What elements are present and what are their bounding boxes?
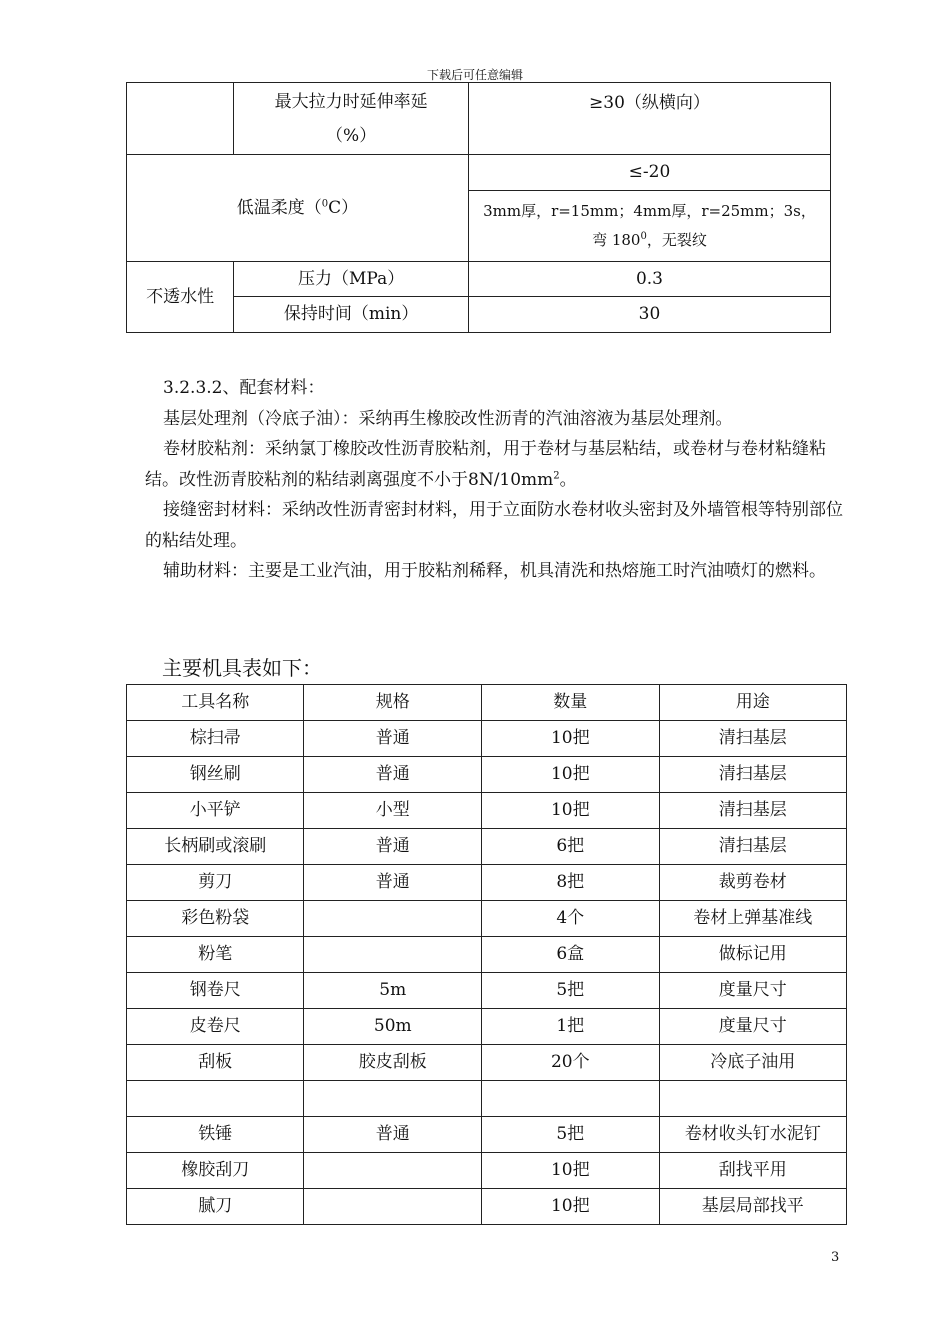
tool-qty: 5把 <box>482 973 660 1009</box>
tool-use: 清扫基层 <box>659 793 846 829</box>
tool-use: 清扫基层 <box>659 721 846 757</box>
table-row <box>127 757 847 793</box>
page-number: 3 <box>831 1250 840 1265</box>
tool-qty: 1把 <box>482 1009 660 1045</box>
tool-spec: 普通 <box>304 829 482 865</box>
tool-name: 彩色粉袋 <box>127 901 304 937</box>
tool-spec: 50m <box>304 1009 482 1045</box>
tool-use: 度量尺寸 <box>659 1009 846 1045</box>
paragraph-sealant: 接缝密封材料：采纳改性沥青密封材料，用于立面防水卷材收头密封及外墙管根等特别部位的粘结处理。 <box>145 500 843 551</box>
tool-use: 冷底子油用 <box>659 1045 846 1081</box>
table-row <box>127 1153 847 1189</box>
tool-use: 刮找平用 <box>659 1153 846 1189</box>
tool-name: 腻刀 <box>127 1189 304 1225</box>
tool-qty: 4个 <box>482 901 660 937</box>
low-temp-label-sup: 0 <box>321 198 329 210</box>
tool-spec <box>304 1189 482 1225</box>
table-row <box>127 1009 847 1045</box>
table-row <box>127 1081 847 1117</box>
tool-spec <box>304 1153 482 1189</box>
table-row <box>127 829 847 865</box>
tool-name: 粉笔 <box>127 937 304 973</box>
tool-spec: 普通 <box>304 757 482 793</box>
low-temp-condition <box>468 191 830 262</box>
tool-qty: 20个 <box>482 1045 660 1081</box>
impermeable-label: 不透水性 <box>127 262 234 333</box>
tool-qty: 10把 <box>482 721 660 757</box>
tool-use: 基层局部找平 <box>659 1189 846 1225</box>
tool-spec <box>304 1081 482 1117</box>
tool-qty <box>482 1081 660 1117</box>
header-note: 下载后可任意编辑 <box>426 68 523 82</box>
tool-spec: 普通 <box>304 1117 482 1153</box>
tool-qty: 5把 <box>482 1117 660 1153</box>
low-temp-label-pre: 低温柔度（ <box>236 197 322 218</box>
tool-use: 卷材收头钉水泥钉 <box>659 1117 846 1153</box>
tools-header-spec: 规格 <box>304 685 482 721</box>
low-temp-value: ≤-20 <box>468 155 830 191</box>
paragraph-auxiliary: 辅助材料：主要是工业汽油，用于胶粘剂稀释，机具清洗和热熔施工时汽油喷灯的燃料。 <box>163 561 826 581</box>
tool-use: 卷材上弹基准线 <box>659 901 846 937</box>
tool-use: 清扫基层 <box>659 757 846 793</box>
paragraph-adhesive-sup: 2 <box>553 469 560 481</box>
hold-time-value: 30 <box>468 297 830 333</box>
tool-name: 小平铲 <box>127 793 304 829</box>
tool-name <box>127 1081 304 1117</box>
tool-name: 刮板 <box>127 1045 304 1081</box>
table-row <box>127 937 847 973</box>
tools-header-row <box>127 685 847 721</box>
elongation-label <box>234 83 469 155</box>
paragraph-adhesive-text: 卷材胶粘剂：采纳氯丁橡胶改性沥青胶粘剂，用于卷材与基层粘结，或卷材与卷材粘缝粘结。改性沥青胶粘剂的粘结剥离强度不小于8N/10mm <box>145 439 826 490</box>
tool-spec: 胶皮刮板 <box>304 1045 482 1081</box>
tool-name: 钢卷尺 <box>127 973 304 1009</box>
table-row <box>127 793 847 829</box>
low-temp-cond-line2 <box>592 231 707 249</box>
tool-qty: 10把 <box>482 757 660 793</box>
low-temp-cond-line2-post: ，无裂纹 <box>646 231 707 249</box>
tool-name: 橡胶刮刀 <box>127 1153 304 1189</box>
tool-name: 剪刀 <box>127 865 304 901</box>
tool-spec: 5m <box>304 973 482 1009</box>
tool-spec: 普通 <box>304 721 482 757</box>
tool-qty: 6盒 <box>482 937 660 973</box>
tool-spec <box>304 937 482 973</box>
spec-empty-cell <box>127 83 234 155</box>
tool-spec: 普通 <box>304 865 482 901</box>
section-heading: 3.2.3.2、配套材料： <box>163 378 325 398</box>
table-row <box>127 1189 847 1225</box>
tool-qty: 10把 <box>482 793 660 829</box>
tool-use: 度量尺寸 <box>659 973 846 1009</box>
low-temp-cond-line1: 3mm厚，r=15mm；4mm厚，r=25mm；3s， <box>483 202 816 220</box>
spec-table <box>126 82 831 333</box>
table-row <box>127 901 847 937</box>
table-row <box>127 1045 847 1081</box>
paragraph-primer: 基层处理剂（冷底子油）：采纳再生橡胶改性沥青的汽油溶液为基层处理剂。 <box>163 408 733 429</box>
tool-use <box>659 1081 846 1117</box>
table-row <box>127 865 847 901</box>
tool-use: 裁剪卷材 <box>659 865 846 901</box>
pressure-value: 0.3 <box>468 262 830 297</box>
low-temp-cond-line2-pre: 弯 180 <box>592 231 641 249</box>
tools-header-qty: 数量 <box>482 685 660 721</box>
tool-qty: 6把 <box>482 829 660 865</box>
table-row <box>127 1117 847 1153</box>
paragraph-adhesive <box>145 434 845 495</box>
tools-header-use: 用途 <box>659 685 846 721</box>
tools-header-name: 工具名称 <box>127 685 304 721</box>
elongation-value: ≥30（纵横向） <box>468 83 830 155</box>
tools-title: 主要机具表如下： <box>162 656 322 680</box>
tool-use: 做标记用 <box>659 937 846 973</box>
tool-name: 铁锤 <box>127 1117 304 1153</box>
table-row <box>127 973 847 1009</box>
elongation-label-line2: （%） <box>326 125 377 146</box>
elongation-label-line1: 最大拉力时延伸率延 <box>274 91 428 112</box>
pressure-label: 压力（MPa） <box>234 262 469 297</box>
hold-time-label: 保持时间（min） <box>234 297 469 333</box>
body-text <box>145 373 845 587</box>
low-temp-cond-line2-sup: 0 <box>640 231 647 242</box>
tool-use: 清扫基层 <box>659 829 846 865</box>
low-temp-label-post: C） <box>328 197 359 218</box>
tool-qty: 10把 <box>482 1153 660 1189</box>
table-row <box>127 721 847 757</box>
tool-name: 钢丝刷 <box>127 757 304 793</box>
tool-qty: 10把 <box>482 1189 660 1225</box>
paragraph-adhesive-end: 。 <box>559 469 577 490</box>
tool-name: 皮卷尺 <box>127 1009 304 1045</box>
tool-name: 长柄刷或滚刷 <box>127 829 304 865</box>
low-temp-label <box>127 155 469 262</box>
tool-name: 棕扫帚 <box>127 721 304 757</box>
tool-spec <box>304 901 482 937</box>
tools-table <box>126 684 847 1225</box>
tool-spec: 小型 <box>304 793 482 829</box>
tool-qty: 8把 <box>482 865 660 901</box>
